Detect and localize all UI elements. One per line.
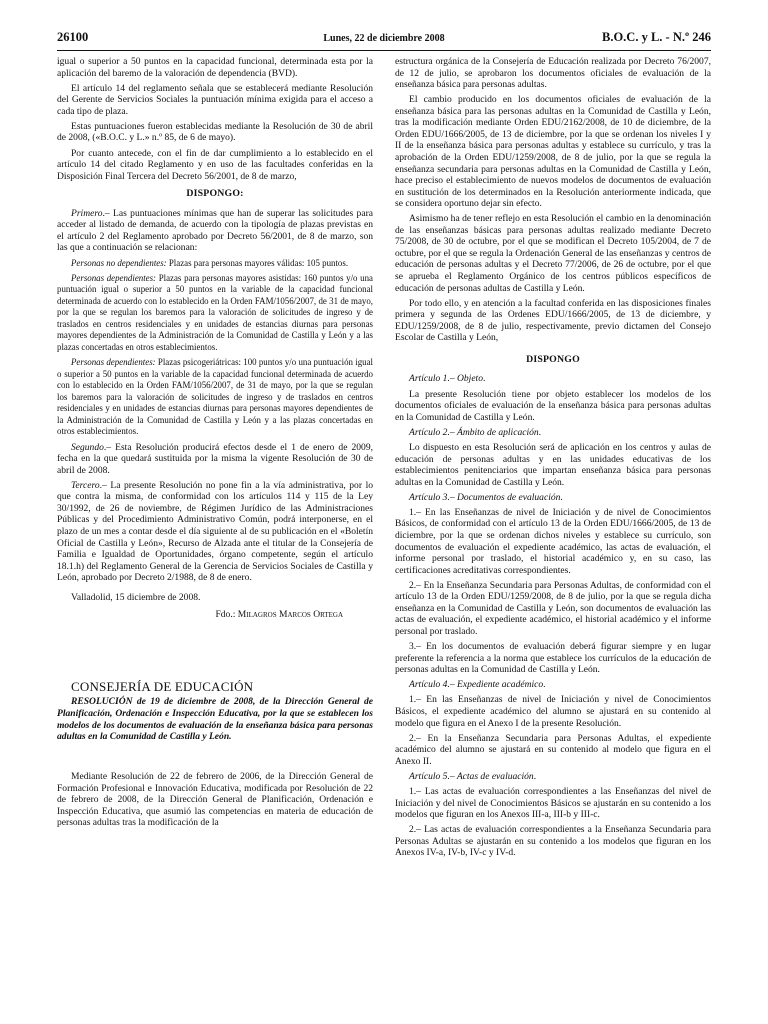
article-5-title: Artículo 5.– Actas de evaluación <box>409 770 534 782</box>
signature-name: Milagros Marcos Ortega <box>237 609 343 621</box>
paragraph: Estas puntuaciones fueron establecidas mediante la Resolución de 30 de abril de 2008, («B.O.C. y L.» n.º 85, de 6 de mayo). <box>57 120 373 144</box>
paragraph: El cambio producido en los documentos oficiales de evaluación de la enseñanza básica para las personas adultas en la Comunidad de Castilla y León, tras la modificación mediante Orden EDU/2162/2008, de 10 de diciembre, de la Orden EDU/1666/2005, de 13 de diciembre, por la que se ordenan los niveles I y II de la enseñanza básica para personas adultas y establece su currículo, y tras la aprobación de la Orden EDU/1259/2008, de 8 de julio, por la que se regula la enseñanza secundaria para personas adultas en la Comunidad de Castilla y León, hace preciso el establecimiento de nuevos modelos de documentos de evaluación en sustitución de los determinados en la Resolución anteriormente indicada, que se considera oportuno dejar sin efecto. <box>395 94 711 210</box>
paragraph: El artículo 14 del reglamento señala que se establecerá mediante Resolución del Gerente de Servicios Sociales la puntuación mínima exigida para el acceso a cada tipo de plaza. <box>57 82 373 117</box>
paragraph: Lo dispuesto en esta Resolución será de aplicación en los centros y aulas de educación de personas adultas y en las unidades educativas de los establecimientos penitenciarios que impartan enseñanza básica para personas adultas en la Comunidad de Castilla y León. <box>395 441 711 488</box>
segundo-text: .– Esta Resolución producirá efectos desde el 1 de enero de 2009, fecha en la que quedará sustituida por la misma la vigente Resolución de 30 de abril de 2008. <box>57 441 373 476</box>
page-header <box>57 30 711 50</box>
paragraph: Por todo ello, y en atención a la facultad conferida en las disposiciones finales primera y segunda de las Ordenes EDU/1666/2005, de 13 de diciembre, y EDU/1259/2008, de 8 de julio, respectivamente, previo dictamen del Consejo Escolar de Castilla y León, <box>395 297 711 344</box>
paragraph: 2.– En la Enseñanza Secundaria para Personas Adultas, de conformidad con el artículo 13 de la Orden EDU/1259/2008, de 8 de julio, por la que se regula dicha enseñanza en la Comunidad de Castilla y León, son documentos de evaluación las actas de evaluación, el expediente académico, el historial académico y el informe personal por traslado. <box>395 579 711 637</box>
primero-text: .– Las puntuaciones mínimas que han de superar las solicitudes para acceder al listado de demanda, de acuerdo con la tipología de plazas previstas en el artículo 2 del Reglamento aprobado por Decreto 56/2001, de 8 de marzo, son las que a continuación se relacionan: <box>57 207 373 254</box>
place-date: Valladolid, 15 diciembre de 2008. <box>71 591 201 603</box>
resolution-lead: RESOLUCIÓN <box>71 695 133 707</box>
paragraph-tercero <box>57 480 373 584</box>
paragraph: Asimismo ha de tener reflejo en esta Resolución el cambio en la denominación de las enseñanzas básicas para personas adultas realizado mediante Decreto 75/2008, de 30 de octubre, por el que se modifican el Decreto 105/2004, de 7 de octubre, por el que se regula la Ordenación General de las enseñanzas y centros de educación de personas adultas y el Decreto 77/2006, de 26 de octubre, por el que se aprueba el Reglamento Orgánico de los centros públicos específicos de educación de personas adultas de Castilla y León. <box>395 213 711 294</box>
paragraph: Mediante Resolución de 22 de febrero de 2006, de la Dirección General de Formación Profesional e Innovación Educativa, modificada por Resolución de 22 de febrero de 2008, de la Dirección General de Planificación, Ordenación e Inspección Educativa, que asumió las competencias en materia de educación de personas adultas tras la modificación de la <box>57 771 373 829</box>
article-title: Artículo 4.– Expediente académico. <box>409 679 546 691</box>
list-item <box>57 258 373 270</box>
resolution-text: de 19 de diciembre de 2008, de la Dirección General de Planificación, Ordenación e Inspección Educativa, por la que se establecen los modelos de los documentos de evaluación de la enseñanza básica para personas adultas en la Comunidad de Castilla y León. <box>57 695 373 743</box>
paragraph-primero <box>57 208 373 254</box>
resolution-title <box>57 696 373 743</box>
paragraph: estructura orgánica de la Consejería de Educación realizada por Decreto 76/2007, de 12 de julio, se aprobaron los documentos oficiales de evaluación de la enseñanza básica para personas adultas. <box>395 56 711 91</box>
dispongo-heading: DISPONGO <box>526 353 580 365</box>
signature <box>57 609 373 621</box>
article-title: Artículo 1.– Objeto. <box>409 373 486 385</box>
paragraph: La presente Resolución tiene por objeto establecer los modelos de los documentos oficiales de evaluación de la enseñanza básica para personas adultas en la Comunidad de Castilla y León. <box>395 388 711 423</box>
bulletin-number: B.O.C. y L. - N.º 246 <box>602 30 711 44</box>
article-title: Artículo 2.– Ámbito de aplicación. <box>409 426 542 438</box>
dispongo-heading: DISPONGO: <box>186 188 244 200</box>
article-3-title: Artículo 3.– Documentos de evaluación <box>409 491 561 503</box>
paragraph: 1.– En las Enseñanzas de nivel de Iniciación y nivel de Conocimientos Básicos, el expediente académico del alumno se ajustará en su contenido al modelo que figura en el Anexo I de la presente Resolución. <box>395 694 711 729</box>
article-title: Artículo 3.– Documentos de evaluación. <box>409 491 563 503</box>
segundo-label: Segundo <box>71 441 104 453</box>
paragraph: Por cuanto antecede, con el fin de dar cumplimiento a lo establecido en el artículo 14 del citado Reglamento y en uso de las facultades conferidas en la Disposición Final Tercera del Decreto 56/2001, de 8 de marzo, <box>57 147 373 182</box>
paragraph: 2.– En la Enseñanza Secundaria para Personas Adultas, el expediente académico del alumno se ajustará en su contenido al modelo que figura en el Anexo II. <box>395 732 711 767</box>
tercero-label: Tercero <box>71 479 100 491</box>
article-title: Artículo 5.– Actas de evaluación. <box>409 770 537 782</box>
article-1-title: Artículo 1.– Objeto <box>409 373 483 385</box>
tercero-text: .– La presente Resolución no pone fin a la vía administrativa, por lo que contra la misma, de conformidad con los artículos 114 y 115 de la Ley 30/1992, de 26 de noviembre, de Régimen Jurídico de las Administraciones Públicas y del Procedimiento Administrativo Común, podrá interponerse, en el plazo de un mes a contar desde el día siguiente al de su publicación en el «Boletín Oficial de Castilla y León», Recurso de Alzada ante el titular de la Consejería de Familia e Igualdad de Oportunidades, órgano competente, según el artículo 18.1.h) del Reglamento General de la Gerencia de Servicios Sociales de Castilla y León, aprobado por Decreto 2/1988, de 8 de enero. <box>57 479 373 584</box>
item-label: Personas dependientes: <box>71 357 156 368</box>
article-2-title: Artículo 2.– Ámbito de aplicación <box>409 426 539 438</box>
paragraph: 2.– Las actas de evaluación correspondientes a la Enseñanza Secundaria para Personas Adultas se ajustarán en su contenido a los modelos que figuran en los Anexos IV-a, IV-b, IV-c y IV-d. <box>395 824 711 859</box>
section-heading-consejeria: CONSEJERÍA DE EDUCACIÓN <box>71 678 254 694</box>
paragraph: 1.– En las Enseñanzas de nivel de Iniciación y de nivel de Conocimientos Básicos, de conformidad con el artículo 13 de la Orden EDU/1666/2005, de 13 de diciembre, por la que se ordenan dichos niveles y establece su currículo, son documentos de evaluación el expediente académico, las actas de evaluación, el informe personal por traslado, el historial académico y, en su caso, las certificaciones acreditativas correspondientes. <box>395 506 711 576</box>
issue-date: Lunes, 22 de diciembre 2008 <box>323 33 445 44</box>
left-column <box>57 56 373 832</box>
article-4-title: Artículo 4.– Expediente académico <box>409 679 544 691</box>
item-text: Plazas para personas mayores asistidas: 160 puntos y/o una puntuación igual o superior a 50 puntos en la variable de la capacidad funcional determinada de acuerdo con lo establecido en la Orden FAM/1056/2007, de 31 de mayo, por la que se regulan los baremos para la valoración de solicitudes de ingreso y de traslados en centros residenciales y en unidades de estancias diurnas para personas mayores dependientes de la Administración de la Comunidad de Castilla y León y a las plazas concertadas en otros establecimientos. <box>57 272 373 352</box>
header-rule <box>57 50 711 51</box>
item-text: Plazas para personas mayores válidas: 105 puntos. <box>166 257 349 268</box>
item-label: Personas dependientes: <box>71 272 157 283</box>
paragraph: 1.– Las actas de evaluación correspondientes a las Enseñanzas del nivel de Iniciación y del nivel de Conocimientos Básicos se ajustarán en su contenido a los modelos que figuran en los Anexos III-a, III-b y III-c. <box>395 786 711 821</box>
list-item <box>57 273 373 354</box>
paragraph: igual o superior a 50 puntos en la capacidad funcional, determinada esta por la aplicación del baremo de la valoración de dependencia (BVD). <box>57 56 373 79</box>
item-text: Plazas psicogeriátricas: 100 puntos y/o una puntuación igual o superior a 50 puntos en la variable de la capacidad funcional determinada de acuerdo con lo establecido en la Orden FAM/1056/2007, de 31 de mayo, por la que se regulan los baremos para la valoración de solicitudes de ingreso y de traslados en centros residenciales y en unidades de estancias diurnas para personas mayores dependientes de la Administración de la Comunidad de Castilla y León y a las plazas concertadas en otros establecimientos. <box>57 357 373 437</box>
primero-label: Primero <box>71 207 103 219</box>
list-item <box>57 357 373 438</box>
paragraph-segundo <box>57 442 373 477</box>
right-column <box>395 56 711 863</box>
paragraph: 3.– En los documentos de evaluación deberá figurar siempre y en lugar preferente la referencia a la norma que establece los currículos de la educación de personas adultas en la Comunidad de Castilla y León. <box>395 641 711 676</box>
page-number: 26100 <box>57 30 89 44</box>
signature-prefix: Fdo.: <box>215 609 238 621</box>
item-label: Personas no dependientes: <box>71 257 167 268</box>
